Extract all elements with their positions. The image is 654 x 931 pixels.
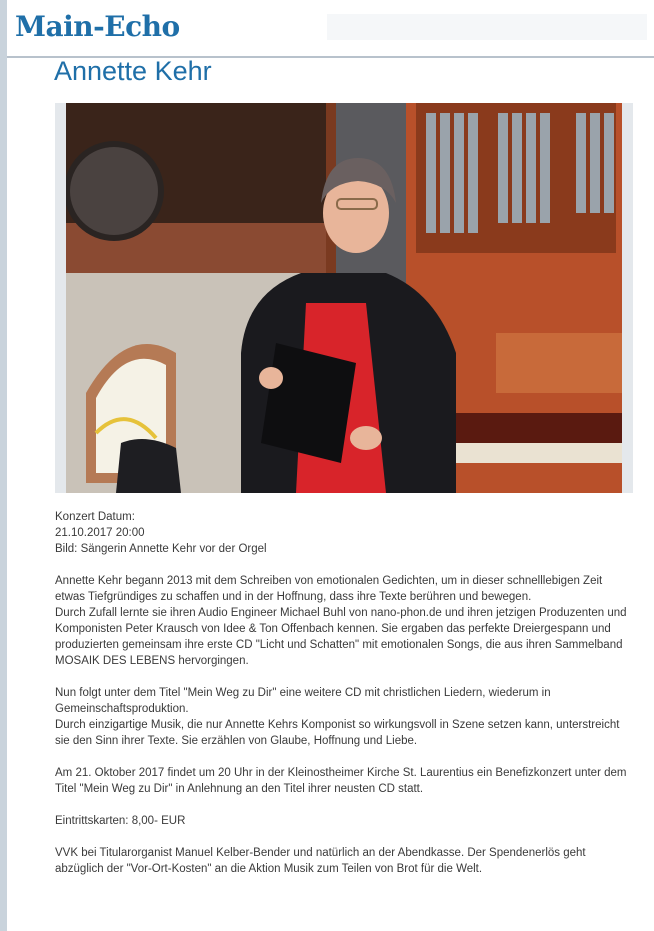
paragraph-text: Nun folgt unter dem Titel "Mein Weg zu Dir" eine weitere CD mit christlichen Liedern, wiederum in Gemeinschaftsproduktion. [55,687,551,715]
left-edge-bar [0,0,7,931]
image-caption: Bild: Sängerin Annette Kehr vor der Orgel [55,543,267,555]
article-paragraph-tickets: Eintrittskarten: 8,00- EUR [55,815,186,827]
article-paragraph-presale: VVK bei Titularorganist Manuel Kelber-Bender und natürlich an der Abendkasse. Der Spendenerlös geht abzüglich der "Vor-Ort-Kosten" an die Aktion Musik zum Teilen von Brot für die Welt. [55,847,586,875]
concert-date-label: Konzert Datum: [55,511,135,523]
article-photo [66,103,622,493]
header-nav-placeholder [327,14,647,40]
paragraph-text: Durch Zufall lernte sie ihren Audio Engineer Michael Buhl von nano-phon.de und ihren jetzigen Produzenten und Komponisten Peter Krausch von Idee & Ton Offenbach kennen. Sie ergaben das perfekte Dreiergespann und produzierten gemeinsam ihre erste CD "Licht und Schatten" mit emotionalen Songs, die aus ihren Sammelband MOSAIK DES LEBENS hervorgingen. [55,607,627,667]
article-paragraph-cd [55,685,635,749]
site-header [7,0,654,58]
article-image-frame [55,103,633,493]
article-meta [55,509,635,557]
article-paragraph-intro [55,573,635,669]
paragraph-text: Annette Kehr begann 2013 mit dem Schreiben von emotionalen Gedichten, um in dieser schnelllebigen Zeit etwas Tiefgründiges zu schaffen und in der Hoffnung, dass ihre Texte berühren und bewegen. [55,575,603,603]
article-title: Annette Kehr [54,56,212,86]
article-body [55,573,635,893]
site-logo[interactable]: Main-Echo [15,10,180,43]
paragraph-text: Durch einzigartige Musik, die nur Annette Kehrs Komponist so wirkungsvoll in Szene setzen kann, unterstreicht sie den Sinn ihrer Texte. Sie erzählen von Glaube, Hoffnung und Liebe. [55,719,620,747]
article-paragraph-concert: Am 21. Oktober 2017 findet um 20 Uhr in der Kleinostheimer Kirche St. Laurentius ein Benefizkonzert unter dem Titel "Mein Weg zu Dir" in Anlehnung an den Titel ihrer neusten CD statt. [55,767,627,795]
concert-date-value: 21.10.2017 20:00 [55,527,145,539]
singer-at-organ-image [66,103,622,493]
